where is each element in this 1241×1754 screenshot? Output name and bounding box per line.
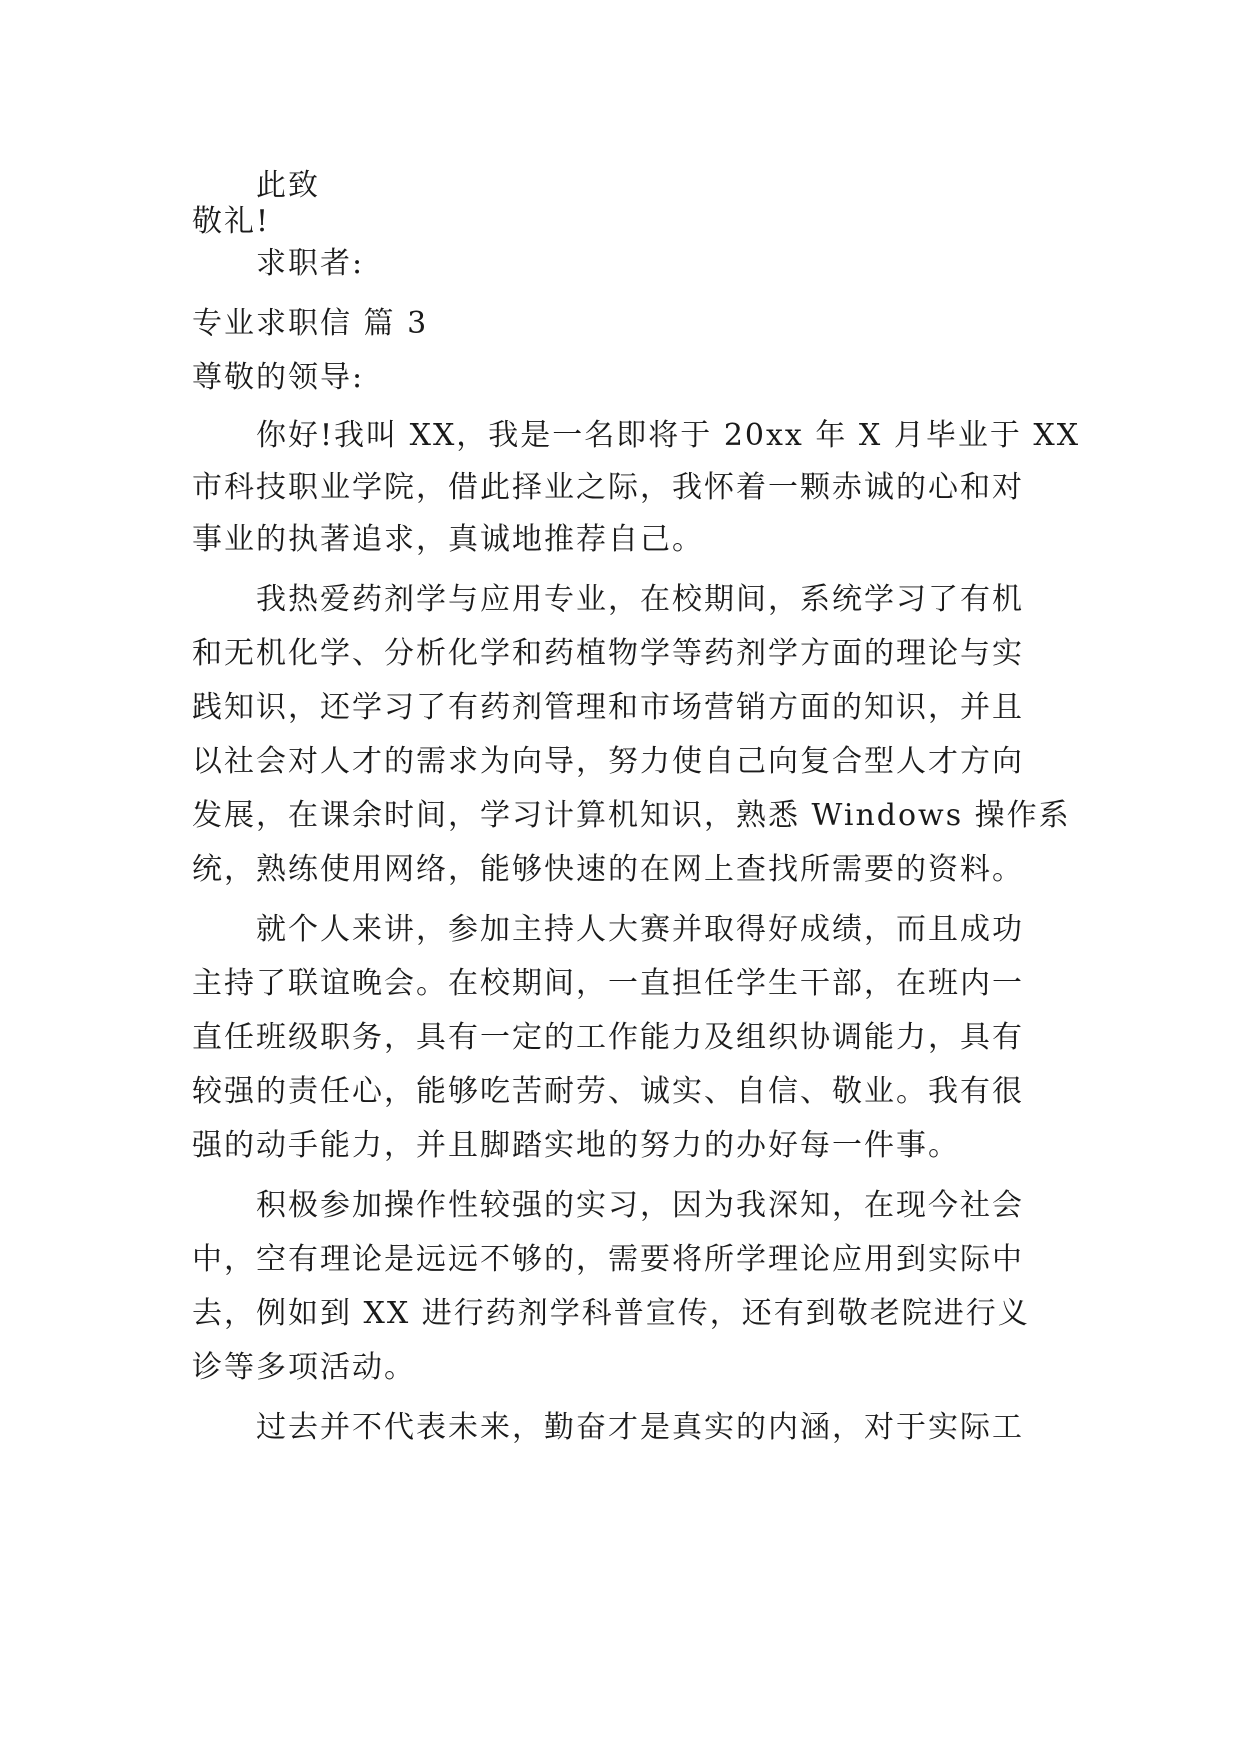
paragraph-3-line-4: 较强的责任心，能够吃苦耐劳、诚实、自信、敬业。我有很 — [192, 1074, 1024, 1109]
salutation-respect: 敬礼! — [192, 204, 271, 239]
paragraph-2-line-5: 发展，在课余时间，学习计算机知识，熟悉 Windows 操作系 — [192, 798, 1071, 833]
paragraph-2-line-1: 我热爱药剂学与应用专业，在校期间，系统学习了有机 — [256, 582, 1024, 617]
paragraph-3-line-2: 主持了联谊晚会。在校期间，一直担任学生干部，在班内一 — [192, 966, 1024, 1001]
paragraph-1-line-2: 市科技职业学院，借此择业之际，我怀着一颗赤诚的心和对 — [192, 470, 1024, 505]
applicant-signature: 求职者: — [256, 246, 365, 281]
paragraph-1-line-3: 事业的执著追求，真诚地推荐自己。 — [192, 522, 704, 557]
paragraph-2-line-4: 以社会对人才的需求为向导，努力使自己向复合型人才方向 — [192, 744, 1024, 779]
paragraph-2-line-3: 践知识，还学习了有药剂管理和市场营销方面的知识，并且 — [192, 690, 1024, 725]
paragraph-3-line-1: 就个人来讲，参加主持人大赛并取得好成绩，而且成功 — [256, 912, 1024, 947]
section-title: 专业求职信 篇 3 — [192, 306, 429, 341]
paragraph-3-line-5: 强的动手能力，并且脚踏实地的努力的办好每一件事。 — [192, 1128, 960, 1163]
salutation-line: 此致 — [256, 168, 320, 203]
paragraph-4-line-1: 积极参加操作性较强的实习，因为我深知，在现今社会 — [256, 1188, 1024, 1223]
paragraph-2-line-6: 统，熟练使用网络，能够快速的在网上查找所需要的资料。 — [192, 852, 1024, 887]
letter-greeting: 尊敬的领导: — [192, 360, 365, 395]
paragraph-3-line-3: 直任班级职务，具有一定的工作能力及组织协调能力，具有 — [192, 1020, 1024, 1055]
paragraph-4-line-2: 中，空有理论是远远不够的，需要将所学理论应用到实际中 — [192, 1242, 1024, 1277]
paragraph-4-line-4: 诊等多项活动。 — [192, 1350, 416, 1385]
paragraph-5-line-1: 过去并不代表未来，勤奋才是真实的内涵，对于实际工 — [256, 1410, 1024, 1445]
paragraph-4-line-3: 去，例如到 XX 进行药剂学科普宣传，还有到敬老院进行义 — [192, 1296, 1030, 1331]
paragraph-2-line-2: 和无机化学、分析化学和药植物学等药剂学方面的理论与实 — [192, 636, 1024, 671]
paragraph-1-line-1: 你好!我叫 XX，我是一名即将于 20xx 年 X 月毕业于 XX — [256, 418, 1081, 453]
